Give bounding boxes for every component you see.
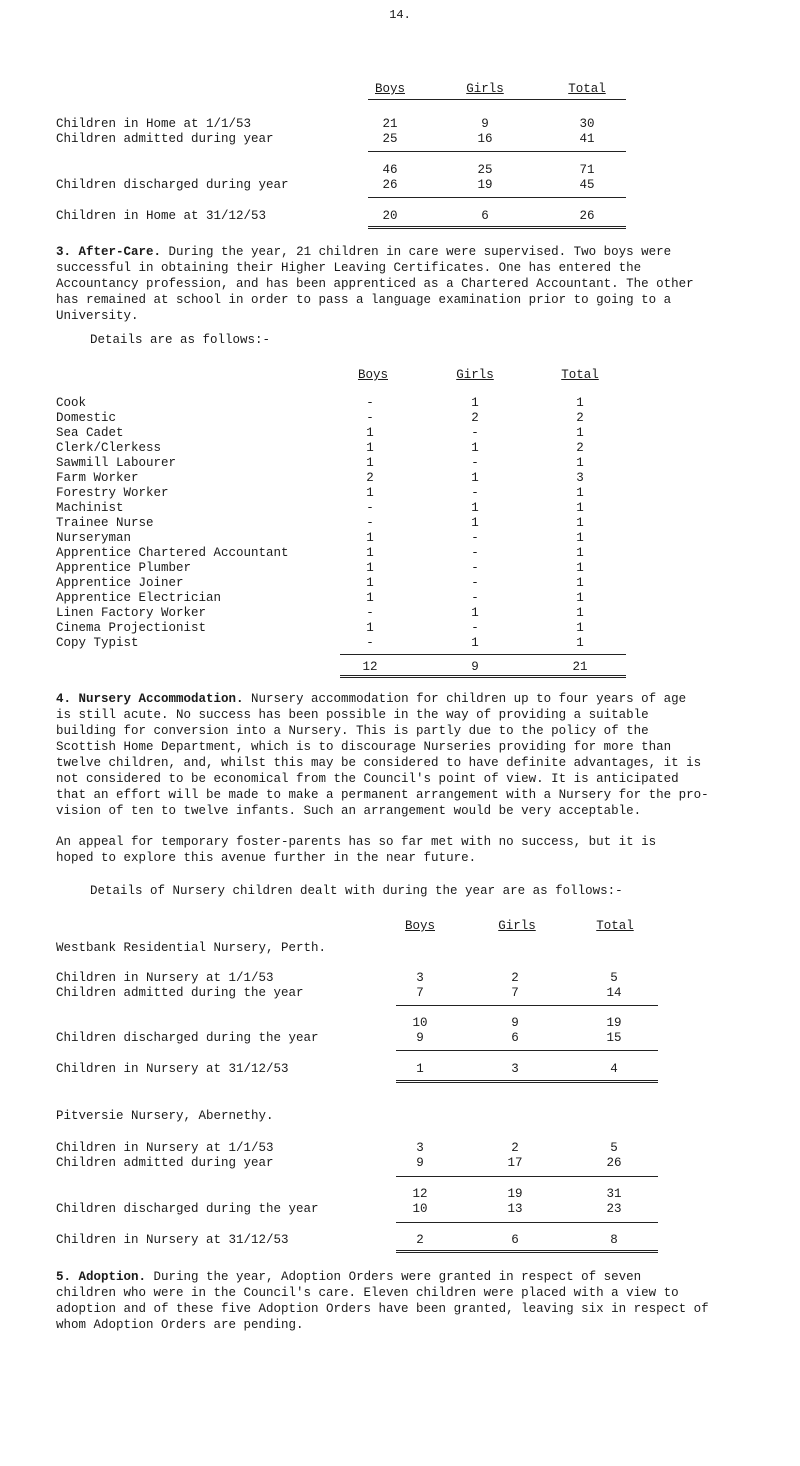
cell-boys: 1 <box>366 441 374 455</box>
cell-girls: 2 <box>511 1141 519 1155</box>
cell-boys: 3 <box>416 971 424 985</box>
row-label: Children admitted during year <box>56 132 274 146</box>
table-row <box>0 560 800 575</box>
westbank-table-header <box>0 918 800 933</box>
table-row <box>0 131 800 146</box>
text-line: twelve children, and, whilst this may be considered to have definite advantages, it is <box>56 756 702 770</box>
cell-girls: 25 <box>477 163 493 177</box>
row-label: Children admitted during the year <box>56 986 304 1000</box>
cell-boys: - <box>366 501 374 515</box>
table-row <box>0 410 800 425</box>
row-label: Copy Typist <box>56 636 139 650</box>
row-label: Apprentice Electrician <box>56 591 222 605</box>
cell-boys: 25 <box>382 132 398 146</box>
cell-girls: 19 <box>507 1187 523 1201</box>
cell-total: 41 <box>579 132 595 146</box>
cell-girls: 13 <box>507 1202 523 1216</box>
table-row <box>0 970 800 985</box>
home-table-body <box>0 116 800 146</box>
cell-boys: 9 <box>416 1156 424 1170</box>
cell-boys: - <box>366 396 374 410</box>
westbank-final <box>0 1061 800 1076</box>
header-total: Total <box>561 368 599 382</box>
home-table-subtotals <box>0 162 800 192</box>
text-line: not considered to be economical from the Council's point of view. It is anticipated <box>56 772 679 786</box>
header-girls: Girls <box>466 82 504 96</box>
text-line: Details of Nursery children dealt with during the year are as follows:- <box>90 884 623 898</box>
table-row <box>0 635 800 650</box>
cell-total: 5 <box>610 971 618 985</box>
cell-total: 23 <box>606 1202 622 1216</box>
text-line: During the year, Adoption Orders were granted in respect of seven <box>153 1270 642 1284</box>
cell-boys: 26 <box>382 178 398 192</box>
cell-boys: 3 <box>416 1141 424 1155</box>
header-boys: Boys <box>357 368 388 382</box>
cell-boys: 1 <box>366 621 374 635</box>
nursery-title: Pitversie Nursery, Abernethy. <box>56 1109 274 1123</box>
row-label: Nurseryman <box>56 531 132 545</box>
cell-total: 1 <box>576 426 584 440</box>
cell-boys: 1 <box>366 456 374 470</box>
cell-boys: 10 <box>412 1016 428 1030</box>
text-line: An appeal for temporary foster-parents has so far met with no success, but it is <box>56 835 657 849</box>
section-heading: 4. Nursery Accommodation. <box>56 692 244 706</box>
table-row <box>0 470 800 485</box>
table-row-subtotal <box>0 1186 800 1201</box>
table-header <box>0 918 800 933</box>
cell-girls: 6 <box>511 1031 519 1045</box>
table-row-totals <box>0 659 800 674</box>
cell-total: 1 <box>576 486 584 500</box>
cell-total: 30 <box>579 117 595 131</box>
cell-total: 4 <box>610 1062 618 1076</box>
table-row-subtotal <box>0 1015 800 1030</box>
cell-total: 31 <box>606 1187 622 1201</box>
text-line: has remained at school in order to pass a language examination prior to going to a <box>56 293 672 307</box>
cell-girls: - <box>471 531 479 545</box>
row-label: Children in Nursery at 1/1/53 <box>56 971 274 985</box>
row-label: Domestic <box>56 411 117 425</box>
cell-girls: 1 <box>471 606 479 620</box>
row-label: Cook <box>56 396 87 410</box>
cell-total: 1 <box>576 456 584 470</box>
row-label: Children in Home at 31/12/53 <box>56 209 267 223</box>
occupations-totals <box>0 659 800 674</box>
cell-boys: - <box>366 516 374 530</box>
appeal-paragraph <box>56 834 756 866</box>
cell-total: 8 <box>610 1233 618 1247</box>
table-row <box>0 1061 800 1076</box>
cell-girls: 9 <box>511 1016 519 1030</box>
text-line: Nursery accommodation for children up to four years of age <box>251 692 687 706</box>
header-total: Total <box>568 82 606 96</box>
table-row <box>0 1030 800 1045</box>
row-label: Linen Factory Worker <box>56 606 207 620</box>
text-line: Scottish Home Department, which is to discourage Nurseries providing for more than <box>56 740 672 754</box>
row-label: Children in Nursery at 31/12/53 <box>56 1233 289 1247</box>
table-row <box>0 1140 800 1155</box>
row-label: Trainee Nurse <box>56 516 154 530</box>
occupations-table <box>0 367 800 382</box>
home-table <box>0 81 800 96</box>
table-row <box>0 208 800 223</box>
cell-boys: 1 <box>366 426 374 440</box>
table-row <box>0 116 800 131</box>
pitversie-subtotals <box>0 1186 800 1216</box>
cell-girls: - <box>471 546 479 560</box>
pitversie-final <box>0 1232 800 1247</box>
cell-boys: 2 <box>416 1233 424 1247</box>
cell-total: 1 <box>576 591 584 605</box>
cell-girls: - <box>471 456 479 470</box>
cell-total: 1 <box>576 621 584 635</box>
text-line: adoption and of these five Adoption Orders have been granted, leaving six in respect of <box>56 1302 709 1316</box>
row-label: Children admitted during year <box>56 1156 274 1170</box>
text-line: hoped to explore this avenue further in the near future. <box>56 851 477 865</box>
cell-girls: 1 <box>471 471 479 485</box>
cell-boys: 1 <box>366 486 374 500</box>
cell-total: 26 <box>579 209 595 223</box>
table-row <box>0 177 800 192</box>
row-label: Farm Worker <box>56 471 139 485</box>
subtotal-rule <box>368 151 626 152</box>
cell-girls: 1 <box>471 441 479 455</box>
total-rule <box>368 197 626 198</box>
text-line: successful in obtaining their Higher Leaving Certificates. One has entered the <box>56 261 642 275</box>
text-line: children who were in the Council's care. Eleven children were placed with a view to <box>56 1286 679 1300</box>
cell-girls: - <box>471 621 479 635</box>
cell-total: 1 <box>576 606 584 620</box>
row-label: Children in Nursery at 31/12/53 <box>56 1062 289 1076</box>
westbank-title <box>0 940 800 955</box>
cell-girls: 2 <box>471 411 479 425</box>
details-intro <box>90 332 790 348</box>
header-rule <box>368 99 626 100</box>
cell-boys: 20 <box>382 209 398 223</box>
header-total: Total <box>596 919 634 933</box>
text-line: vision of ten to twelve infants. Such an arrangement would be very acceptable. <box>56 804 642 818</box>
nursery-details-intro <box>90 883 790 899</box>
subtotal-rule <box>396 1176 658 1177</box>
cell-total: 1 <box>576 546 584 560</box>
cell-girls: 9 <box>481 117 489 131</box>
table-row <box>0 500 800 515</box>
nursery-paragraph <box>56 691 756 819</box>
table-row <box>0 485 800 500</box>
cell-boys: 9 <box>416 1031 424 1045</box>
cell-boys: 1 <box>366 576 374 590</box>
row-label: Children in Nursery at 1/1/53 <box>56 1141 274 1155</box>
double-rule <box>396 1080 658 1083</box>
cell-girls: 1 <box>471 396 479 410</box>
table-row <box>0 620 800 635</box>
header-girls: Girls <box>456 368 494 382</box>
text-line: is still acute. No success has been possible in the way of providing a suitable <box>56 708 649 722</box>
home-table-final <box>0 208 800 223</box>
cell-girls: 2 <box>511 971 519 985</box>
header-boys: Boys <box>374 82 405 96</box>
cell-girls: 17 <box>507 1156 523 1170</box>
occupations-total-rule <box>340 654 626 655</box>
cell-total: 1 <box>576 501 584 515</box>
table-row <box>0 440 800 455</box>
cell-girls: 19 <box>477 178 493 192</box>
cell-boys: 1 <box>366 531 374 545</box>
table-row <box>0 590 800 605</box>
cell-total: 2 <box>576 411 584 425</box>
table-row <box>0 1232 800 1247</box>
cell-total: 3 <box>576 471 584 485</box>
text-line: During the year, 21 children in care were supervised. Two boys were <box>168 245 672 259</box>
cell-girls: - <box>471 486 479 500</box>
section-heading: 5. Adoption. <box>56 1270 147 1284</box>
table-header <box>0 81 800 96</box>
cell-total: 1 <box>576 396 584 410</box>
cell-total: 1 <box>576 636 584 650</box>
header-girls: Girls <box>498 919 536 933</box>
table-row <box>0 455 800 470</box>
cell-girls: 6 <box>511 1233 519 1247</box>
header-boys: Boys <box>404 919 435 933</box>
cell-girls: 1 <box>471 636 479 650</box>
table-row <box>0 530 800 545</box>
cell-total: 1 <box>576 576 584 590</box>
total-rule <box>396 1222 658 1223</box>
cell-boys: - <box>366 411 374 425</box>
table-row <box>0 395 800 410</box>
after-care-paragraph <box>56 244 756 324</box>
cell-boys: 1 <box>416 1062 424 1076</box>
row-label: Apprentice Chartered Accountant <box>56 546 289 560</box>
table-row <box>0 515 800 530</box>
total-rule <box>396 1050 658 1051</box>
occupations-body <box>0 395 800 650</box>
double-rule <box>368 226 626 229</box>
cell-boys: 12 <box>412 1187 428 1201</box>
table-row <box>0 605 800 620</box>
cell-girls: 3 <box>511 1062 519 1076</box>
row-label: Children in Home at 1/1/53 <box>56 117 252 131</box>
table-row <box>0 1155 800 1170</box>
table-header <box>0 367 800 382</box>
cell-boys: 2 <box>366 471 374 485</box>
row-label: Apprentice Joiner <box>56 576 184 590</box>
westbank-table <box>0 970 800 1000</box>
cell-total: 1 <box>576 516 584 530</box>
cell-boys: 1 <box>366 546 374 560</box>
cell-total: 26 <box>606 1156 622 1170</box>
cell-boys: 21 <box>382 117 398 131</box>
table-row <box>0 425 800 440</box>
table-row <box>0 985 800 1000</box>
cell-total: 2 <box>576 441 584 455</box>
row-label: Children discharged during year <box>56 178 289 192</box>
cell-girls: 6 <box>481 209 489 223</box>
cell-total: 21 <box>572 660 588 674</box>
cell-boys: 1 <box>366 591 374 605</box>
cell-girls: - <box>471 426 479 440</box>
text-line: whom Adoption Orders are pending. <box>56 1318 304 1332</box>
row-label: Children discharged during the year <box>56 1202 319 1216</box>
text-line: University. <box>56 309 139 323</box>
table-row-subtotal <box>0 162 800 177</box>
nursery-title: Westbank Residential Nursery, Perth. <box>56 941 327 955</box>
cell-boys: 12 <box>362 660 378 674</box>
cell-girls: 1 <box>471 516 479 530</box>
cell-total: 71 <box>579 163 595 177</box>
cell-total: 45 <box>579 178 595 192</box>
cell-total: 5 <box>610 1141 618 1155</box>
cell-boys: 46 <box>382 163 398 177</box>
page-number: 14. <box>389 8 411 22</box>
row-label: Machinist <box>56 501 124 515</box>
row-label: Apprentice Plumber <box>56 561 192 575</box>
table-row <box>0 575 800 590</box>
text-line: Details are as follows:- <box>90 333 271 347</box>
section-heading: 3. After-Care. <box>56 245 162 259</box>
cell-total: 19 <box>606 1016 622 1030</box>
pitversie-table <box>0 1140 800 1170</box>
subtotal-rule <box>396 1005 658 1006</box>
adoption-paragraph <box>56 1269 756 1333</box>
cell-boys: - <box>366 636 374 650</box>
cell-total: 15 <box>606 1031 622 1045</box>
row-label: Clerk/Clerkess <box>56 441 162 455</box>
row-label: Sea Cadet <box>56 426 124 440</box>
text-line: that an effort will be made to make a permanent arrangement with a Nursery for the pro- <box>56 788 709 802</box>
table-row <box>0 1201 800 1216</box>
cell-boys: 1 <box>366 561 374 575</box>
text-line: building for conversion into a Nursery. This is partly due to the policy of the <box>56 724 649 738</box>
cell-girls: - <box>471 591 479 605</box>
pitversie-title <box>0 1108 800 1123</box>
cell-total: 1 <box>576 531 584 545</box>
cell-girls: 9 <box>471 660 479 674</box>
cell-boys: 10 <box>412 1202 428 1216</box>
cell-girls: - <box>471 561 479 575</box>
cell-girls: 7 <box>511 986 519 1000</box>
cell-girls: 16 <box>477 132 493 146</box>
text-line: Accountancy profession, and has been apprenticed as a Chartered Accountant. The other <box>56 277 694 291</box>
cell-girls: 1 <box>471 501 479 515</box>
cell-boys: - <box>366 606 374 620</box>
row-label: Cinema Projectionist <box>56 621 207 635</box>
double-rule <box>340 675 626 678</box>
westbank-subtotals <box>0 1015 800 1045</box>
cell-boys: 7 <box>416 986 424 1000</box>
cell-total: 1 <box>576 561 584 575</box>
double-rule <box>396 1250 658 1253</box>
table-row <box>0 545 800 560</box>
row-label: Sawmill Labourer <box>56 456 177 470</box>
cell-girls: - <box>471 576 479 590</box>
row-label: Forestry Worker <box>56 486 169 500</box>
cell-total: 14 <box>606 986 622 1000</box>
row-label: Children discharged during the year <box>56 1031 319 1045</box>
